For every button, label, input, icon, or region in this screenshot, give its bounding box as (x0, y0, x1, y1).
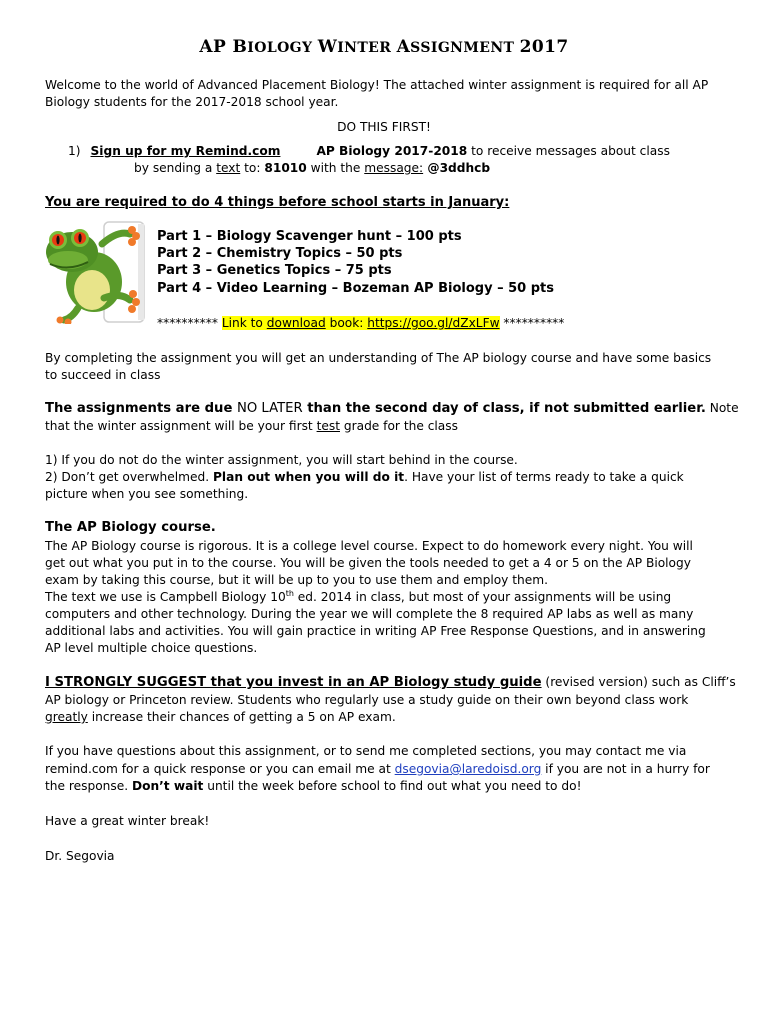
due-line-1: The assignments are due NO LATER than the second day of class, if not submitted earlier. Note (45, 401, 739, 416)
course-line-7: AP level multiple choice questions. (45, 641, 258, 655)
course-line-4: The text we use is Campbell Biology 10th ed. 2014 in class, but most of your assignments will be using (45, 588, 672, 604)
closing: Have a great winter break! (45, 814, 210, 828)
list-item-2: 2) Don’t get overwhelmed. Plan out when you will do it. Have your list of terms ready to take a quick (45, 470, 684, 484)
suggest-line-3: greatly increase their chances of getting a 5 on AP exam. (45, 710, 396, 724)
part-1: Part 1 – Biology Scavenger hunt – 100 pts (157, 229, 462, 244)
course-heading: The AP Biology course. (45, 520, 216, 535)
contact-line-2: remind.com for a quick response or you can email me at dsegovia@laredoisd.org if you are not in a hurry for (45, 762, 710, 776)
part-2: Part 2 – Chemistry Topics – 50 pts (157, 246, 403, 261)
book-link-line: ********** Link to download book: https://goo.gl/dZxLFw ********** (157, 316, 565, 330)
suggest-line-1: I STRONGLY SUGGEST that you invest in an AP Biology study guide (revised version) such as Cliff’s (45, 675, 736, 690)
signature: Dr. Segovia (45, 849, 115, 863)
completing-line-2: to succeed in class (45, 368, 161, 382)
course-line-5: computers and other technology. During the year we will complete the 8 required AP labs as well as many (45, 607, 694, 621)
course-line-6: additional labs and activities. You will gain practice in writing AP Free Response Questions, and in answering (45, 624, 706, 638)
intro-line-1: Welcome to the world of Advanced Placement Biology! The attached winter assignment is required for all AP (45, 78, 709, 92)
book-link-label: Link to download book: https://goo.gl/dZxLFw (221, 316, 500, 330)
course-name: AP Biology 2017-2018 (316, 144, 468, 158)
remind-signup: Sign up for my Remind.com (90, 144, 281, 158)
remind-number: 81010 (264, 161, 307, 175)
document-title: AP BIOLOGY WINTER ASSIGNMENT 2017 (199, 37, 569, 57)
contact-line-1: If you have questions about this assignment, or to send me completed sections, you may contact me via (45, 744, 687, 758)
course-line-3: exam by taking this course, but it will be up to you to use them and employ them. (45, 573, 549, 587)
intro-line-2: Biology students for the 2017-2018 school year. (45, 95, 339, 109)
list-item-1: 1) If you do not do the winter assignment, you will start behind in the course. (45, 453, 518, 467)
frog-image (42, 220, 152, 324)
step-1-details: by sending a text to: 81010 with the message: @3ddhcb (134, 161, 491, 175)
step-1-line: 1) Sign up for my Remind.com AP Biology 2017-2018 to receive messages about class (68, 144, 670, 158)
email-link[interactable]: dsegovia@laredoisd.org (394, 762, 542, 776)
part-3: Part 3 – Genetics Topics – 75 pts (157, 263, 392, 278)
part-4: Part 4 – Video Learning – Bozeman AP Biology – 50 pts (157, 281, 555, 296)
remind-code: @3ddhcb (423, 161, 491, 175)
book-url-link[interactable]: https://goo.gl/dZxLFw (367, 316, 500, 330)
suggest-line-2: AP biology or Princeton review. Students who regularly use a study guide on their own beyond class work (45, 693, 689, 707)
required-heading: You are required to do 4 things before school starts in January: (45, 195, 510, 210)
step-number: 1) (68, 144, 81, 158)
due-line-2: that the winter assignment will be your first test grade for the class (45, 419, 458, 433)
contact-line-3: the response. Don’t wait until the week before school to find out what you need to do! (45, 779, 582, 793)
do-this-first: DO THIS FIRST! (337, 120, 431, 134)
list-item-2-cont: picture when you see something. (45, 487, 249, 501)
course-line-2: get out what you put in to the course. You will be given the tools needed to get a 4 or 5 on the AP Biology (45, 556, 691, 570)
completing-line-1: By completing the assignment you will get an understanding of The AP biology course and have some basics (45, 351, 712, 365)
course-line-1: The AP Biology course is rigorous. It is a college level course. Expect to do homework every night. You will (45, 539, 693, 553)
